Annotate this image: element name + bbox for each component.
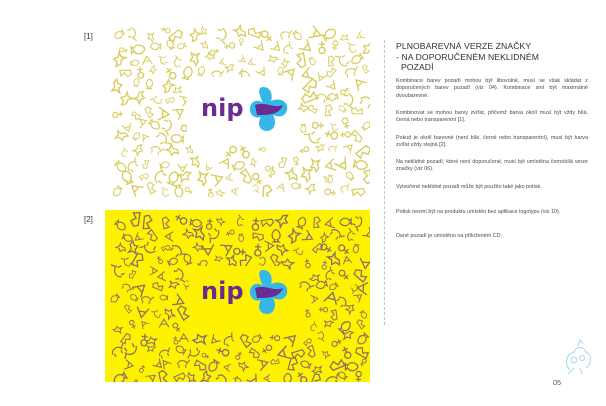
heading-line-3: POZADÍ [396,62,434,72]
nipo-logo-on-yellow [201,268,291,322]
heading-line-1: PLNOBAREVNÁ VERZE ZNAČKY [396,41,532,51]
paragraph-animal-colors: Kombinovat se mohou barvy zvířat, přičemž barva okolí musí být vždy bílá, černá nebo transparentní [1]. [396,110,588,124]
paragraph-black-white-version: Na neklidné pozadí, které není doporučené, musí být umístěna černobílá verze značky (viz 06). [396,159,588,173]
paragraph-logo-required: Potisk nesmí být na produktu umístěn bez aplikace logotypu (viz 10). [396,209,561,215]
nipo-logo [201,85,291,139]
panel-2-label: [2] [84,215,93,224]
logo-wordmark: nip [201,94,244,122]
paragraph-colored-surroundings: Pokud je okolí barevné (není bílé, černé nebo transparentní), musí být barva zvířat vždy stejná [2]. [396,135,588,149]
decorative-animal-icon [560,338,596,378]
panel-1-label: [1] [84,32,93,41]
section-heading [396,41,586,73]
logo-symbol [250,270,287,314]
paragraph-cd-note: Dané pozadí je umístěno na přiloženém CD. [396,233,503,239]
heading-line-2: - NA DOPORUČENÉM NEKLIDNÉM [396,51,539,62]
logo-wordmark: nip [201,277,244,305]
pattern-panel-white [105,22,370,197]
paragraph-colors: Kombinace barev pozadí mohou být libovolné, musí se však skládat z doporučených barev pozadí (viz 04). Kombinace smí být maximálně dvoubarevné. [396,78,588,99]
pattern-panel-yellow [105,210,370,382]
logo-symbol [250,87,287,131]
column-divider [384,40,385,325]
paragraph-print-use: Vytvořené neklidné pozadí může být použito také jako potisk. [396,184,542,190]
page-number: 05 [553,378,561,387]
